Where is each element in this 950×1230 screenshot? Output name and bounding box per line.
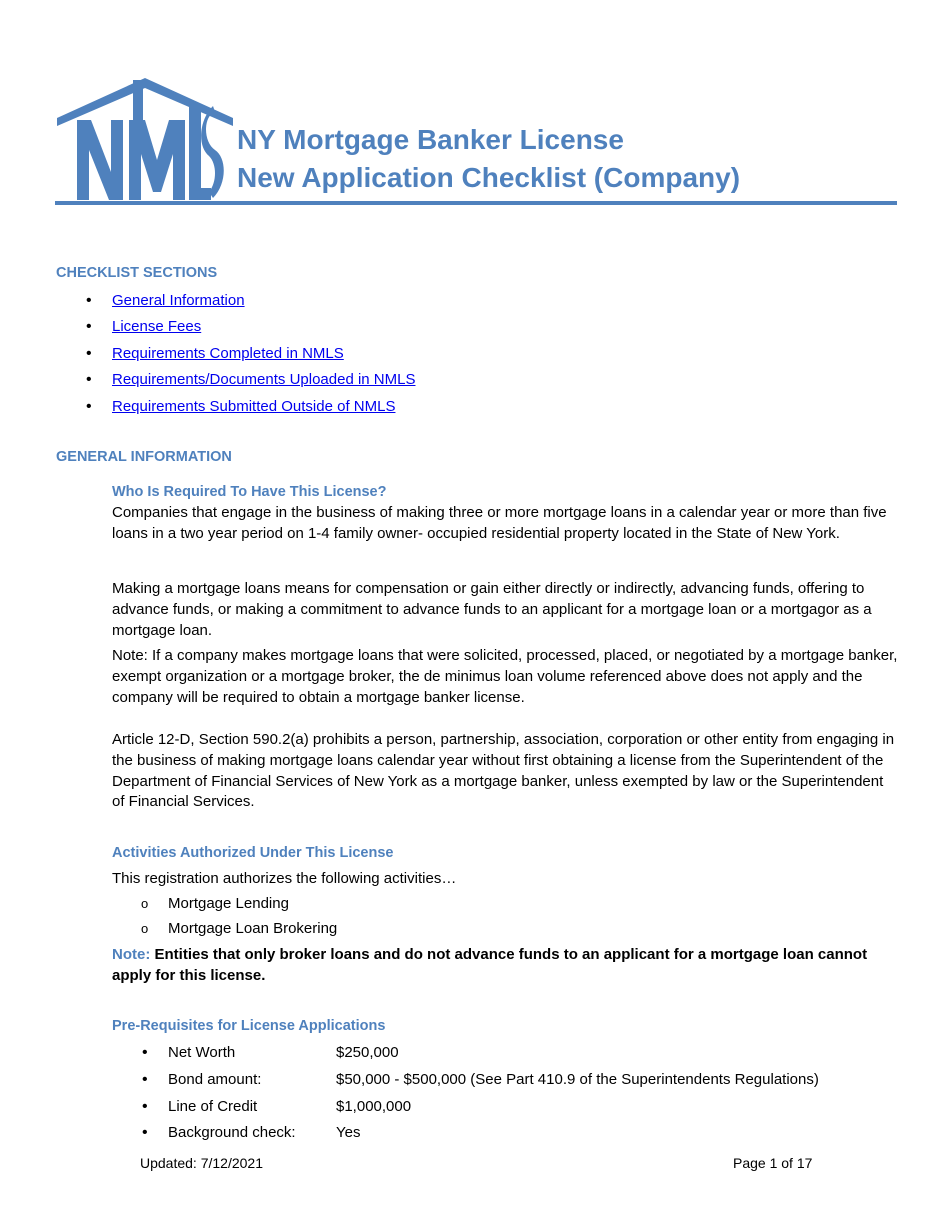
list-item: o Mortgage Lending xyxy=(168,894,337,919)
link-requirements-uploaded[interactable]: Requirements/Documents Uploaded in NMLS xyxy=(112,371,416,389)
activities-note xyxy=(112,945,898,987)
who-required-heading: Who Is Required To Have This License? xyxy=(112,484,387,500)
prereq-label: Net Worth xyxy=(168,1044,236,1061)
document-title-line1: NY Mortgage Banker License xyxy=(237,124,624,155)
list-item xyxy=(112,344,415,370)
footer-page-number: Page 1 of 17 xyxy=(733,1155,813,1171)
activities-list xyxy=(168,894,337,944)
footer-updated: Updated: 7/12/2021 xyxy=(140,1155,263,1171)
link-general-information[interactable]: General Information xyxy=(112,292,245,309)
checklist-heading: CHECKLIST SECTIONS xyxy=(56,265,218,281)
paragraph-making-loans: Making a mortgage loans means for compensation or gain either directly or indirectly, advancing funds, offering to advance funds, or making a commitment to advance funds to an applicant for a mortgage loan or a mortgagor as a mortgage loan. xyxy=(112,580,872,639)
prereq-label: Bond amount: xyxy=(168,1070,262,1088)
activities-heading: Activities Authorized Under This License xyxy=(112,845,394,861)
list-item xyxy=(112,370,415,396)
prereq-label: Background check: xyxy=(168,1124,296,1142)
list-item xyxy=(112,291,415,317)
paragraph-who: Companies that engage in the business of making three or more mortgage loans in a calendar year or more than five loans in a two year period on 1-4 family owner- occupied residential property located in the State of New York. xyxy=(112,504,887,542)
general-information-heading: GENERAL INFORMATION xyxy=(56,449,232,465)
prereq-value: Yes xyxy=(336,1124,361,1142)
document-title-line2: New Application Checklist (Company) xyxy=(237,162,741,193)
list-item xyxy=(112,317,415,343)
list-item xyxy=(168,1097,819,1124)
list-item xyxy=(168,1123,819,1150)
link-requirements-outside[interactable]: Requirements Submitted Outside of NMLS xyxy=(112,397,396,415)
prereq-value: $250,000 xyxy=(336,1044,399,1061)
list-item: o Mortgage Loan Brokering xyxy=(168,919,337,944)
note-text: Entities that only broker loans and do not advance funds to an applicant for a mortgage loan cannot apply for this license. xyxy=(112,946,868,984)
checklist-links xyxy=(112,291,415,423)
prerequisites-list xyxy=(168,1043,819,1150)
paragraph-note: Note: If a company makes mortgage loans that were solicited, processed, placed, or negotiated by a mortgage banker, exempt organization or a mortgage broker, the de minimus loan volume referenced above does not apply and the company will be required to obtain a mortgage banker license. xyxy=(112,647,898,706)
prereq-value: $1,000,000 xyxy=(336,1097,412,1115)
list-item xyxy=(168,1043,819,1070)
header-divider xyxy=(55,201,897,205)
link-requirements-completed[interactable]: Requirements Completed in NMLS xyxy=(112,344,344,362)
prereq-label: Line of Credit xyxy=(168,1097,258,1115)
list-item xyxy=(112,397,415,423)
paragraph-article: Article 12-D, Section 590.2(a) prohibits a person, partnership, association, corporation or other entity from engaging in the business of making mortgage loans calendar year without first obtaining a license from the Superintendent of the Department of Financial Services of New York as a mortgage banker, unless exempted by law or the Superintendent of Financial Services. xyxy=(112,731,895,811)
list-item xyxy=(168,1070,819,1097)
prerequisites-heading: Pre-Requisites for License Applications xyxy=(112,1018,386,1034)
activities-intro: This registration authorizes the following activities… xyxy=(112,870,457,887)
document-header xyxy=(55,76,897,208)
link-license-fees[interactable]: License Fees xyxy=(112,318,202,336)
nmls-logo xyxy=(55,76,235,200)
note-label: Note: xyxy=(112,946,151,963)
prereq-value: $50,000 - $500,000 (See Part 410.9 of the Superintendents Regulations) xyxy=(336,1070,819,1088)
